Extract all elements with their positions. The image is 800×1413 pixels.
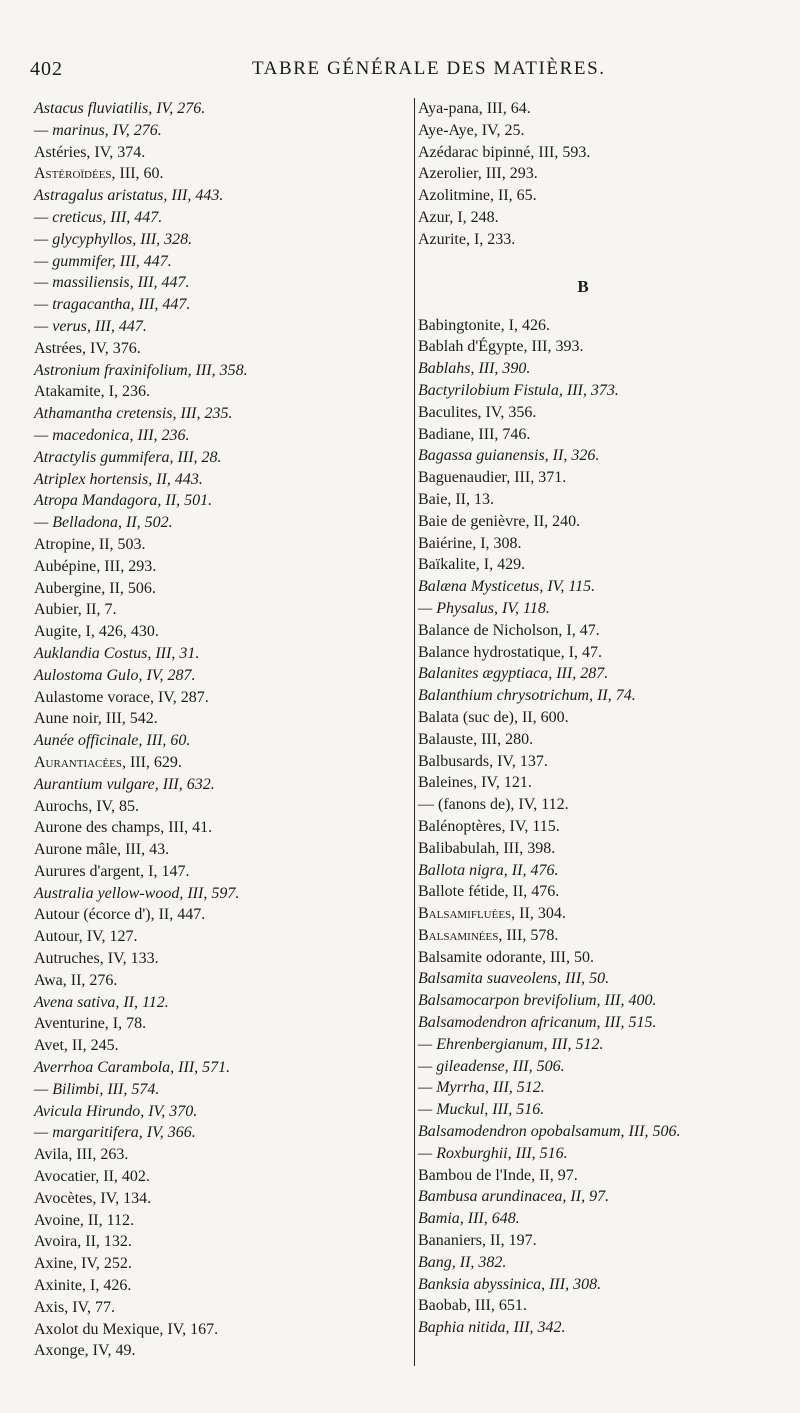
index-entry: Athamantha cretensis, III, 235.: [34, 405, 233, 423]
index-entry: Aubergine, II, 506.: [34, 579, 156, 597]
index-entry: Banksia abyssinica, III, 308.: [418, 1275, 602, 1293]
index-entry: — macedonica, III, 236.: [34, 426, 190, 444]
index-entry: Azurite, I, 233.: [418, 230, 516, 248]
index-entry: Aurantiacées, III, 629.: [34, 753, 182, 771]
index-entry: — Roxburghii, III, 516.: [418, 1144, 568, 1162]
index-entry: Aye-Aye, IV, 25.: [418, 121, 525, 139]
index-entry: Aya-pana, III, 64.: [418, 100, 531, 117]
index-entry: Aubépine, III, 293.: [34, 557, 157, 575]
index-entry: Bablah d'Égypte, III, 393.: [418, 338, 584, 356]
running-title: TABRE GÉNÉRALE DES MATIÈRES.: [252, 58, 606, 79]
page-header: [30, 58, 730, 88]
index-entry: Azur, I, 248.: [418, 208, 499, 226]
index-entry: — Myrrha, III, 512.: [418, 1079, 545, 1097]
index-entry: — (fanons de), IV, 112.: [418, 796, 569, 814]
index-entry: Bananiers, II, 197.: [418, 1232, 537, 1250]
index-entry: Avena sativa, II, 112.: [34, 993, 169, 1011]
index-entry: Balance hydrostatique, I, 47.: [418, 643, 602, 661]
index-entry: Avocatier, II, 402.: [34, 1168, 150, 1186]
index-entry: Balbusards, IV, 137.: [418, 752, 548, 770]
index-entry: Balsamifluées, II, 304.: [418, 905, 566, 923]
index-entry: Bagassa guianensis, II, 326.: [418, 447, 600, 465]
section-letter-heading: B: [577, 276, 589, 296]
index-entry: Ballota nigra, II, 476.: [418, 861, 559, 879]
index-entry: Autruches, IV, 133.: [34, 950, 159, 968]
index-entry: Astéries, IV, 374.: [34, 143, 146, 161]
index-entry: Axine, IV, 252.: [34, 1255, 132, 1273]
index-entry: Avocètes, IV, 134.: [34, 1189, 152, 1207]
page-number: 402: [30, 58, 63, 80]
index-entry: — massiliensis, III, 447.: [34, 274, 190, 292]
index-entry: Balæna Mysticetus, IV, 115.: [418, 578, 596, 596]
column-divider: [414, 98, 415, 1366]
index-entry: Astacus fluviatilis, IV, 276.: [34, 100, 206, 117]
index-entry: Axolot du Mexique, IV, 167.: [34, 1320, 219, 1338]
index-entry: — gileadense, III, 506.: [418, 1057, 565, 1075]
index-entry: Balance de Nicholson, I, 47.: [418, 621, 600, 639]
index-entry: Atractylis gummifera, III, 28.: [34, 448, 222, 466]
index-entry: Avoira, II, 132.: [34, 1233, 132, 1251]
index-entry: Balanites ægyptiaca, III, 287.: [418, 665, 609, 683]
index-entry: Baïkalite, I, 429.: [418, 556, 526, 574]
index-entry: Balanthium chrysotrichum, II, 74.: [418, 687, 636, 705]
index-group-a-continued: [418, 98, 778, 251]
index-entry: Bang, II, 382.: [418, 1253, 507, 1271]
index-entry: Averrhoa Carambola, III, 571.: [34, 1059, 231, 1077]
index-entry: Astéroïdées, III, 60.: [34, 165, 164, 183]
index-entry: Baie de genièvre, II, 240.: [418, 512, 581, 530]
index-entry: — margaritifera, IV, 366.: [34, 1124, 196, 1142]
index-entry: Baiérine, I, 308.: [418, 534, 522, 552]
index-entry: Azédarac bipinné, III, 593.: [418, 143, 591, 161]
index-entry: — Bilimbi, III, 574.: [34, 1080, 160, 1098]
index-entry: Australia yellow-wood, III, 597.: [34, 884, 240, 902]
index-entry: Astrées, IV, 376.: [34, 339, 141, 357]
index-entry: Astronium fraxinifolium, III, 358.: [34, 361, 248, 379]
index-column-right: [418, 98, 778, 1339]
index-entry: — gummifer, III, 447.: [34, 252, 172, 270]
index-entry: Avet, II, 245.: [34, 1037, 119, 1055]
index-entry: Aune noir, III, 542.: [34, 710, 158, 728]
index-entry: Balsamodendron africanum, III, 515.: [418, 1014, 657, 1032]
index-group-b: [418, 315, 778, 1339]
index-entry: Baculites, IV, 356.: [418, 403, 537, 421]
index-entry: Aurone mâle, III, 43.: [34, 841, 170, 859]
index-entry: — glycyphyllos, III, 328.: [34, 230, 193, 248]
index-entry: Babingtonite, I, 426.: [418, 316, 550, 334]
index-entry: Axonge, IV, 49.: [34, 1342, 136, 1360]
index-entry: Badiane, III, 746.: [418, 425, 531, 443]
index-column-left: [34, 98, 404, 1362]
index-entry: Avoine, II, 112.: [34, 1211, 134, 1229]
index-entry: Aurures d'argent, I, 147.: [34, 862, 190, 880]
index-entry: Atakamite, I, 236.: [34, 383, 150, 401]
index-entry: Balénoptères, IV, 115.: [418, 817, 560, 835]
index-entry: Bamia, III, 648.: [418, 1210, 520, 1228]
index-entry: Ballote fétide, II, 476.: [418, 883, 560, 901]
index-entry: Axis, IV, 77.: [34, 1298, 116, 1316]
index-entry: — Belladona, II, 502.: [34, 514, 173, 532]
index-entry: Aubier, II, 7.: [34, 601, 117, 619]
index-entry: Atropine, II, 503.: [34, 535, 146, 553]
index-entry: — marinus, IV, 276.: [34, 121, 162, 139]
index-entry: Aunée officinale, III, 60.: [34, 732, 191, 750]
index-entry: — tragacantha, III, 447.: [34, 296, 191, 314]
index-entry: Balauste, III, 280.: [418, 730, 534, 748]
index-entry: Aventurine, I, 78.: [34, 1015, 147, 1033]
index-entry: Balsamita suaveolens, III, 50.: [418, 970, 610, 988]
index-entry: Balsamodendron opobalsamum, III, 506.: [418, 1123, 681, 1141]
index-entry: Avila, III, 263.: [34, 1146, 129, 1164]
index-entry: Awa, II, 276.: [34, 971, 118, 989]
index-entry: Aurantium vulgare, III, 632.: [34, 775, 215, 793]
index-entry: Auklandia Costus, III, 31.: [34, 644, 200, 662]
index-entry: Avicula Hirundo, IV, 370.: [34, 1102, 198, 1120]
index-entry: Autour (écorce d'), II, 447.: [34, 906, 206, 924]
index-entry: Balibabulah, III, 398.: [418, 839, 556, 857]
index-entry: Bablahs, III, 390.: [418, 360, 531, 378]
index-entry: Aulostoma Gulo, IV, 287.: [34, 666, 196, 684]
index-entry: Aulastome vorace, IV, 287.: [34, 688, 209, 706]
index-entry: Balsamocarpon brevifolium, III, 400.: [418, 992, 657, 1010]
index-entry: — creticus, III, 447.: [34, 208, 163, 226]
index-entry: Atriplex hortensis, II, 443.: [34, 470, 203, 488]
index-entry: Bactyrilobium Fistula, III, 373.: [418, 381, 619, 399]
index-entry: Baie, II, 13.: [418, 490, 494, 508]
index-entry: Balata (suc de), II, 600.: [418, 708, 569, 726]
index-entry: Aurochs, IV, 85.: [34, 797, 140, 815]
index-entry: Aurone des champs, III, 41.: [34, 819, 213, 837]
index-entry: Atropa Mandagora, II, 501.: [34, 492, 213, 510]
index-entry: Bambou de l'Inde, II, 97.: [418, 1166, 578, 1184]
index-entry: Azerolier, III, 293.: [418, 165, 538, 183]
index-entry: — Physalus, IV, 118.: [418, 599, 550, 617]
index-entry: — Ehrenbergianum, III, 512.: [418, 1035, 604, 1053]
index-entry: Axinite, I, 426.: [34, 1277, 132, 1295]
index-entry: Balsamite odorante, III, 50.: [418, 948, 594, 966]
index-entry: — Muckul, III, 516.: [418, 1101, 545, 1119]
index-entry: Baguenaudier, III, 371.: [418, 469, 567, 487]
index-entry: Augite, I, 426, 430.: [34, 623, 159, 641]
index-entry: Autour, IV, 127.: [34, 928, 138, 946]
index-entry: Bambusa arundinacea, II, 97.: [418, 1188, 610, 1206]
index-entry: Balsaminées, III, 578.: [418, 926, 559, 944]
index-entry: Astragalus aristatus, III, 443.: [34, 187, 224, 205]
index-entry: Baphia nitida, III, 342.: [418, 1319, 566, 1337]
index-entry: Azolitmine, II, 65.: [418, 187, 537, 205]
index-entry: Baobab, III, 651.: [418, 1297, 527, 1315]
index-entry: — verus, III, 447.: [34, 317, 147, 335]
index-entry: Baleines, IV, 121.: [418, 774, 532, 792]
